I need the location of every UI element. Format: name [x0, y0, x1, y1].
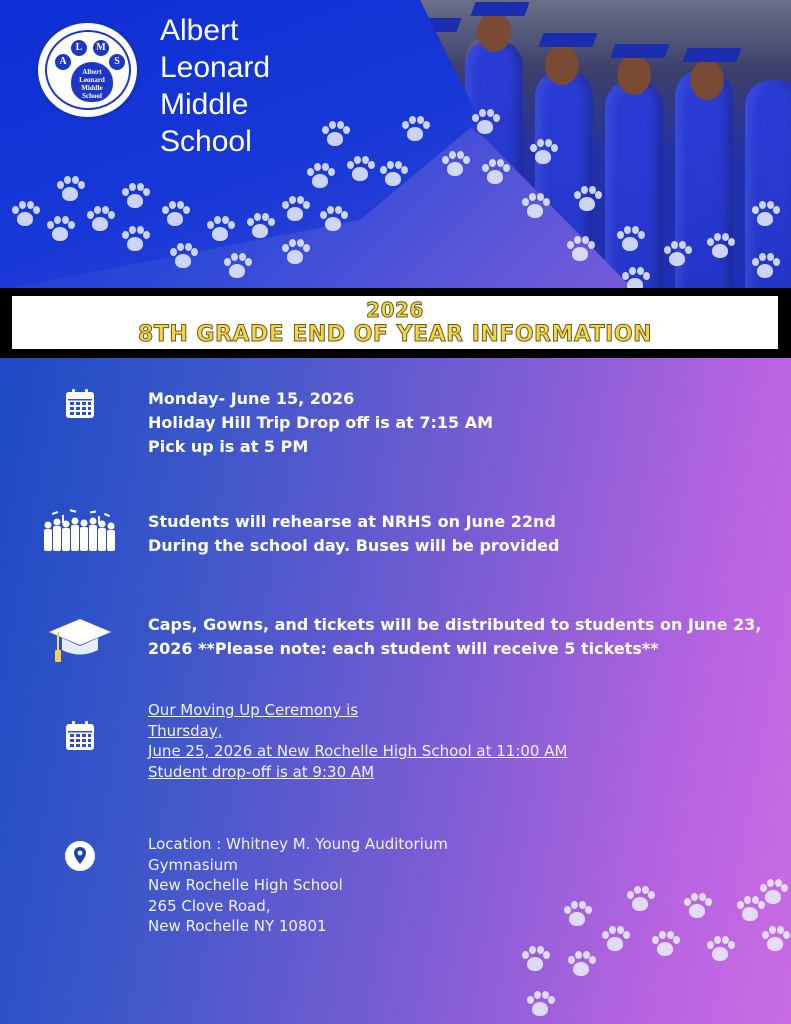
- paw-print-icon: [45, 215, 75, 245]
- rehearsal-details: [148, 510, 768, 558]
- item-line: Gymnasium: [148, 855, 238, 874]
- school-name: [160, 12, 270, 160]
- item-line: Thursday,: [148, 721, 223, 740]
- item-line: Caps, Gowns, and tickets will be distributed to students on June 23,: [148, 615, 762, 634]
- item-line: Location : Whitney M. Young Auditorium: [148, 835, 448, 853]
- calendar-icon: [40, 720, 120, 752]
- paw-print-icon: [470, 108, 500, 138]
- paw-print-icon: [168, 242, 198, 272]
- seal-letter: A: [55, 54, 71, 70]
- paw-print-icon: [10, 200, 40, 230]
- item-line: 2026 **Please note: each student will receive 5 tickets**: [148, 639, 659, 658]
- location-pin-icon: [40, 840, 120, 872]
- seal-text-line: School: [82, 92, 102, 100]
- seal-letter: L: [71, 40, 87, 56]
- seal-letter: S: [109, 54, 125, 70]
- seal-letter: M: [93, 40, 109, 56]
- paw-print-icon: [705, 935, 735, 965]
- paw-print-icon: [682, 892, 712, 922]
- paw-print-icon: [760, 925, 790, 955]
- seal-text-line: Leonard: [79, 76, 105, 84]
- paw-print-icon: [55, 175, 85, 205]
- paw-print-icon: [528, 138, 558, 168]
- paw-print-icon: [205, 215, 235, 245]
- paw-print-icon: [480, 158, 510, 188]
- paw-print-icon: [318, 205, 348, 235]
- title-banner: [12, 296, 778, 349]
- item-line: New Rochelle High School: [148, 876, 343, 894]
- graduates-icon: [40, 509, 120, 553]
- school-name-line: Middle: [160, 88, 249, 121]
- location-details: [148, 834, 768, 937]
- paw-print-icon: [85, 205, 115, 235]
- paw-print-icon: [245, 212, 275, 242]
- paw-print-icon: [440, 150, 470, 180]
- item-line: During the school day. Buses will be provided: [148, 536, 560, 555]
- seal-text: [71, 68, 113, 100]
- paw-print-icon: [222, 252, 252, 282]
- paw-print-icon: [625, 885, 655, 915]
- paw-print-icon: [705, 232, 735, 262]
- banner-title: 8TH GRADE END OF YEAR INFORMATION: [138, 322, 652, 347]
- trip-details: [148, 387, 768, 459]
- paw-print-icon: [345, 155, 375, 185]
- seal-text-line: Middle: [81, 84, 103, 92]
- paw-print-icon: [750, 200, 780, 230]
- graduation-cap-icon: [40, 617, 120, 665]
- item-line: 265 Clove Road,: [148, 896, 271, 915]
- item-line: Student drop-off is at 9:30 AM: [148, 762, 375, 781]
- paw-print-icon: [520, 192, 550, 222]
- item-line: Pick up is at 5 PM: [148, 437, 309, 456]
- paw-print-icon: [305, 162, 335, 192]
- paw-print-icon: [320, 120, 350, 150]
- paw-print-icon: [562, 900, 592, 930]
- school-seal-logo: [35, 20, 140, 120]
- paw-print-icon: [566, 950, 596, 980]
- paw-print-icon: [620, 266, 650, 290]
- item-line: New Rochelle NY 10801: [148, 917, 327, 935]
- paw-print-icon: [615, 225, 645, 255]
- paw-print-icon: [525, 990, 555, 1020]
- ceremony-details: [148, 700, 768, 782]
- item-line: Monday- June 15, 2026: [148, 389, 355, 408]
- paw-print-icon: [160, 200, 190, 230]
- item-line: Holiday Hill Trip Drop off is at 7:15 AM: [148, 413, 494, 432]
- paw-print-icon: [120, 225, 150, 255]
- paw-print-icon: [520, 945, 550, 975]
- item-line: Students will rehearse at NRHS on June 22nd: [148, 512, 556, 531]
- paw-print-icon: [572, 185, 602, 215]
- banner-year: 2026: [366, 298, 424, 322]
- item-line: June 25, 2026 at New Rochelle High School at 11:00 AM: [148, 742, 568, 760]
- paw-print-icon: [280, 238, 310, 268]
- paw-print-icon: [378, 160, 408, 190]
- paw-print-icon: [662, 240, 692, 270]
- paw-print-icon: [650, 930, 680, 960]
- paw-print-icon: [600, 925, 630, 955]
- caps-gowns-details: [148, 613, 768, 661]
- school-name-line: Albert: [160, 14, 239, 47]
- school-name-line: Leonard: [160, 51, 271, 84]
- paw-print-icon: [400, 115, 430, 145]
- paw-print-icon: [750, 252, 780, 282]
- calendar-icon: [40, 388, 120, 420]
- paw-print-icon: [758, 878, 788, 908]
- item-line: Our Moving Up Ceremony is: [148, 701, 359, 719]
- paw-print-icon: [565, 235, 595, 265]
- header-section: [0, 0, 791, 290]
- paw-print-icon: [280, 195, 310, 225]
- paw-print-icon: [120, 182, 150, 212]
- school-name-line: School: [160, 125, 252, 158]
- seal-text-line: Albert: [82, 68, 102, 76]
